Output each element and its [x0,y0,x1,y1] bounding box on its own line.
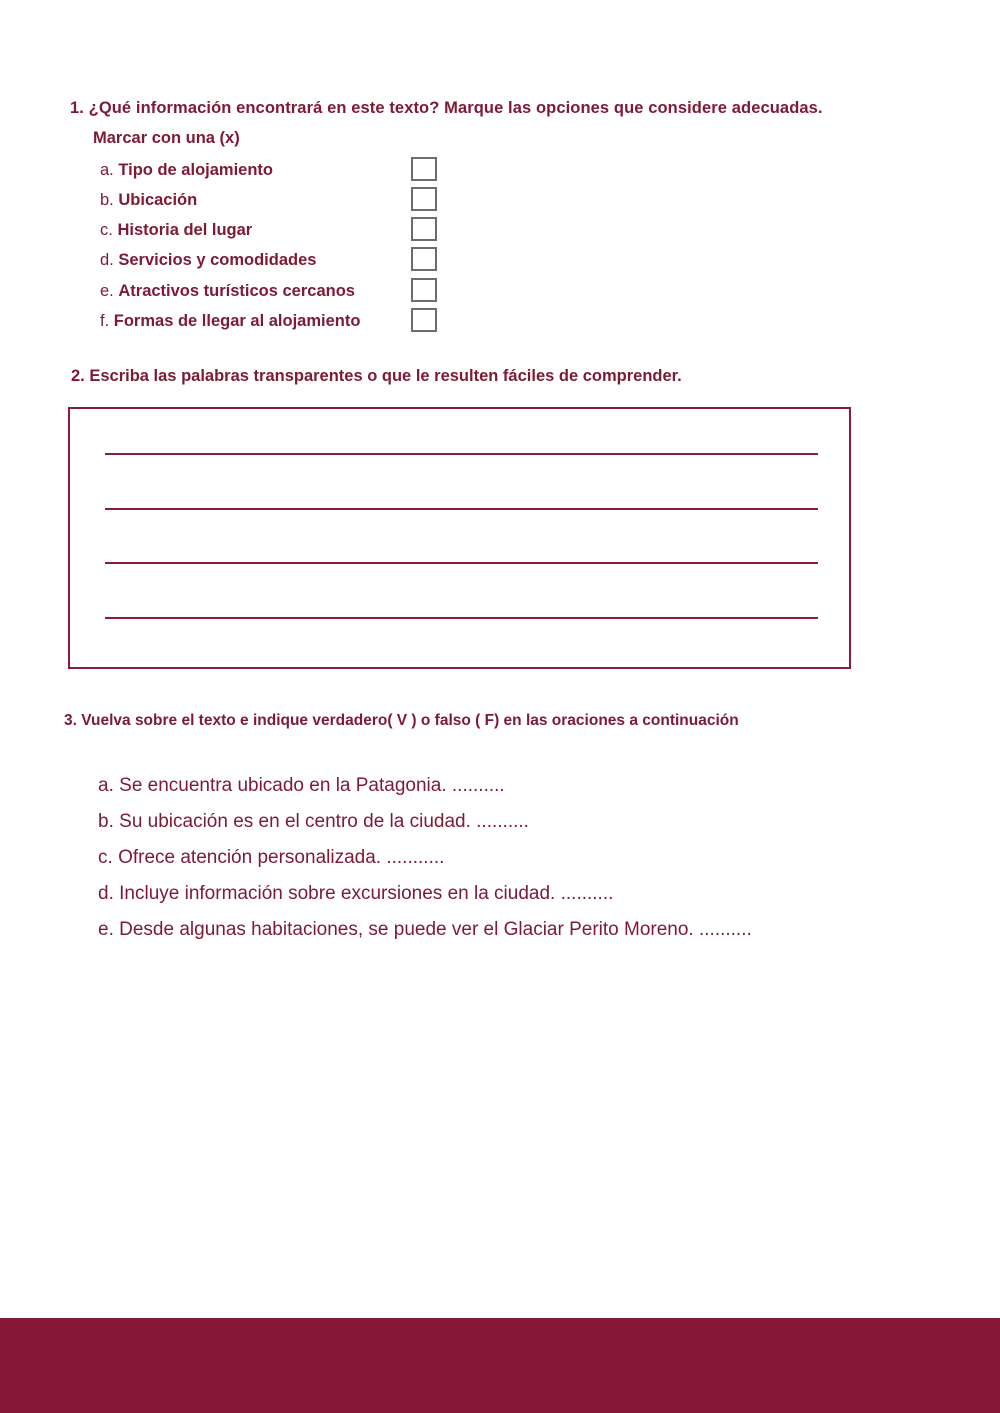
option-letter: e. [100,282,114,300]
option-a-checkbox[interactable] [411,157,437,181]
statement-e [98,917,752,943]
option-label: Tipo de alojamiento [118,161,273,179]
option-b [100,188,197,212]
statement-d [98,881,613,907]
statement-blank[interactable]: .......... [698,919,752,940]
answer-line-4[interactable] [105,617,818,619]
statement-blank[interactable]: .......... [560,883,614,904]
option-label: Formas de llegar al alojamiento [113,312,361,330]
question-2-title: 2. Escriba las palabras transparentes o que le resulten fáciles de comprender. [71,367,682,385]
answer-box[interactable] [68,407,851,669]
option-letter: d. [100,251,114,269]
statement-blank[interactable]: .......... [451,775,505,796]
answer-line-2[interactable] [105,508,818,510]
option-label: Historia del lugar [117,221,253,239]
statement-blank[interactable]: ........... [386,847,445,868]
option-letter: c. [100,221,113,239]
statement-text: Desde algunas habitaciones, se puede ver el Glaciar Perito Moreno. [119,919,694,940]
option-letter: f. [100,312,110,330]
option-d [100,248,316,272]
statement-b [98,809,529,835]
statement-letter: e. [98,919,114,940]
option-b-checkbox[interactable] [411,187,437,211]
option-label: Servicios y comodidades [118,251,317,269]
answer-line-1[interactable] [105,453,818,455]
option-letter: a. [100,161,114,179]
option-f [100,309,360,333]
statement-letter: b. [98,811,114,832]
option-label: Atractivos turísticos cercanos [118,282,355,300]
statement-letter: c. [98,847,113,868]
option-d-checkbox[interactable] [411,247,437,271]
answer-line-3[interactable] [105,562,818,564]
statement-c [98,845,444,871]
question-3-title: 3. Vuelva sobre el texto e indique verdadero( V ) o falso ( F) en las oraciones a continuación [64,712,739,729]
option-e [100,279,355,303]
question-1-instruction: Marcar con una (x) [93,129,240,147]
option-a [100,158,273,182]
option-c [100,218,252,242]
statement-text: Su ubicación es en el centro de la ciudad. [119,811,471,832]
statement-letter: d. [98,883,114,904]
footer-bar [0,1318,1000,1413]
option-f-checkbox[interactable] [411,308,437,332]
question-1-title: 1. ¿Qué información encontrará en este texto? Marque las opciones que considere adecuadas. [70,99,823,117]
statement-letter: a. [98,775,114,796]
statement-blank[interactable]: .......... [476,811,529,832]
option-letter: b. [100,191,114,209]
statement-text: Incluye información sobre excursiones en la ciudad. [119,883,556,904]
statement-a [98,773,505,799]
statement-text: Se encuentra ubicado en la Patagonia. [119,775,447,796]
option-c-checkbox[interactable] [411,217,437,241]
statement-text: Ofrece atención personalizada. [118,847,382,868]
option-label: Ubicación [118,191,198,209]
option-e-checkbox[interactable] [411,278,437,302]
